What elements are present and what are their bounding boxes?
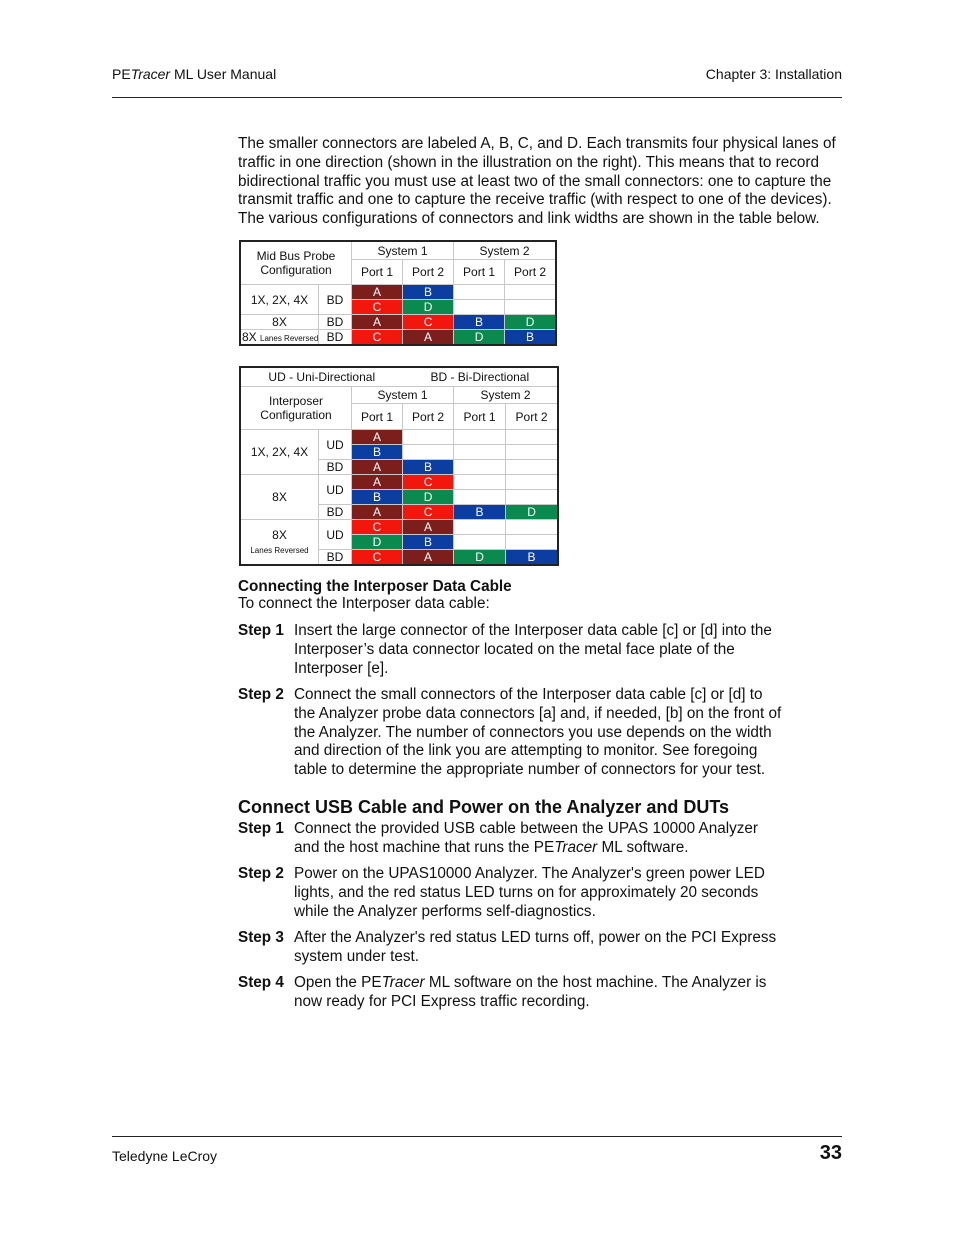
table2-title-line2: Configuration (260, 408, 332, 422)
legend-ud: UD - Uni-Directional (241, 368, 403, 387)
table2-cell (506, 430, 558, 445)
table2-cell: C (403, 475, 454, 490)
step-label: Step 2 (238, 686, 284, 703)
step-text-part: ML software on the host machine. The Analyzer is now ready for PCI Express traffic recording. (294, 974, 767, 1010)
table2-mode-ud: UD (319, 475, 352, 505)
table1-width-1x-2x-4x: 1X, 2X, 4X (241, 285, 319, 315)
table1-system1: System 1 (352, 242, 454, 260)
step-label: Step 3 (238, 929, 284, 946)
table2-cell (403, 445, 454, 460)
table1-cell: C (352, 300, 403, 315)
table2-cell: B (352, 445, 403, 460)
table1-cell: B (454, 315, 505, 330)
table1-cell: A (403, 330, 454, 345)
legend-bd: BD - Bi-Directional (403, 368, 558, 387)
header-suffix: ML User Manual (170, 66, 277, 82)
step-text-part: Open the PE (294, 974, 382, 991)
table2-cell (506, 475, 558, 490)
table1-cell (454, 300, 505, 315)
page-number: 33 (819, 1142, 842, 1164)
table2-cell: C (403, 505, 454, 520)
table2-cell: D (403, 490, 454, 505)
step-text (294, 820, 786, 858)
table1-width-8x: 8X (241, 315, 319, 330)
usb-step-3 (238, 929, 786, 967)
step-label: Step 1 (238, 820, 284, 837)
step-text (294, 974, 786, 1012)
table1-cell (505, 285, 556, 300)
table2-cell: D (506, 505, 558, 520)
table2-cell: A (403, 550, 454, 565)
table1-cell: B (403, 285, 454, 300)
usb-step-4 (238, 974, 786, 1012)
header-italic: Tracer (130, 66, 171, 82)
table2-cell: A (352, 475, 403, 490)
table1-cell: D (454, 330, 505, 345)
table1-mode: BD (319, 285, 352, 315)
table2-cell: C (352, 550, 403, 565)
table2-cell (506, 535, 558, 550)
table1-system2: System 2 (454, 242, 556, 260)
table1-mode: BD (319, 315, 352, 330)
running-header-chapter: Chapter 3: Installation (705, 66, 842, 82)
interposer-step-2 (238, 686, 786, 780)
table2-cell: B (403, 535, 454, 550)
table1-width-8x-reversed (241, 330, 319, 345)
table2-port: Port 2 (403, 404, 454, 430)
footer-company: Teledyne LeCroy (112, 1148, 218, 1164)
table2-8x-label: 8X (272, 528, 287, 542)
step-label: Step 4 (238, 974, 284, 991)
table1-port: Port 1 (352, 260, 403, 285)
table1-cell: D (505, 315, 556, 330)
table2-mode-ud: UD (319, 430, 352, 460)
interposer-step-1 (238, 622, 786, 678)
interposer-cable-lead: To connect the Interposer data cable: (238, 595, 490, 612)
running-header-title (112, 66, 276, 82)
interposer-table (240, 367, 558, 565)
table1-title-cell (241, 242, 352, 285)
table1-cell: A (352, 315, 403, 330)
table1-cell: B (505, 330, 556, 345)
table2-cell (454, 445, 506, 460)
table2-mode-bd: BD (319, 550, 352, 565)
table2-mode-bd: BD (319, 460, 352, 475)
table1-port: Port 1 (454, 260, 505, 285)
table2-cell: A (403, 520, 454, 535)
step-label: Step 1 (238, 622, 284, 639)
table1-cell: D (403, 300, 454, 315)
table2-cell: B (352, 490, 403, 505)
table1-8x-label: 8X (242, 330, 257, 344)
interposer-cable-heading: Connecting the Interposer Data Cable (238, 578, 512, 595)
header-rule (112, 97, 842, 98)
step-text: Connect the small connectors of the Interposer data cable [c] or [d] to the Analyzer probe data connectors [a] and, if needed, [b] on the front of the Analyzer. The number of connectors you use depends on the width and direction of the link you are attempting to monitor. See foregoing table to determine the appropriate number of connectors for your test. (294, 686, 782, 779)
table2-cell (454, 475, 506, 490)
table2-cell: A (352, 430, 403, 445)
table2-cell: B (403, 460, 454, 475)
table2-cell: C (352, 520, 403, 535)
table2-cell (454, 490, 506, 505)
header-prefix: PE (112, 66, 131, 82)
table2-cell (454, 535, 506, 550)
table2-cell (403, 430, 454, 445)
table1-title-line1: Mid Bus Probe (256, 249, 336, 263)
step-text-italic: Tracer (554, 838, 598, 856)
table2-system2: System 2 (454, 387, 558, 404)
table2-cell (506, 520, 558, 535)
step-text-part: ML software. (597, 838, 689, 856)
table2-cell (506, 445, 558, 460)
table1-cell (454, 285, 505, 300)
table2-port: Port 1 (454, 404, 506, 430)
step-text: Insert the large connector of the Interposer data cable [c] or [d] into the Interposer’s data connector located on the metal face plate of the Interposer [e]. (294, 622, 772, 677)
table2-cell (506, 460, 558, 475)
table1-title-line2: Configuration (260, 263, 332, 277)
table2-width-8x-reversed (241, 520, 319, 565)
table1-mode: BD (319, 330, 352, 345)
table2-cell (506, 490, 558, 505)
table1-lanes-reversed-note: Lanes Reversed (260, 334, 319, 343)
step-text: Power on the UPAS10000 Analyzer. The Analyzer's green power LED lights, and the red status LED turns on for approximately 20 seconds while the Analyzer performs self-diagnostics. (294, 865, 765, 920)
table2-mode-ud: UD (319, 520, 352, 550)
table2-cell: A (352, 460, 403, 475)
step-label: Step 2 (238, 865, 284, 882)
usb-step-1 (238, 820, 786, 858)
table2-cell: A (352, 505, 403, 520)
table2-cell (454, 430, 506, 445)
table1-port: Port 2 (403, 260, 454, 285)
table2-cell: B (454, 505, 506, 520)
table1-cell: A (352, 285, 403, 300)
table2-cell (454, 520, 506, 535)
table2-port: Port 1 (352, 404, 403, 430)
usb-power-heading: Connect USB Cable and Power on the Analyzer and DUTs (238, 797, 730, 817)
table1-port: Port 2 (505, 260, 556, 285)
usb-step-2 (238, 865, 786, 921)
table1-cell (505, 300, 556, 315)
table2-port: Port 2 (506, 404, 558, 430)
step-text-part: Connect the provided USB cable between the UPAS 10000 Analyzer and the host machine that runs the PE (294, 820, 759, 856)
table2-cell (454, 460, 506, 475)
table2-width-1x-2x-4x: 1X, 2X, 4X (241, 430, 319, 475)
mid-bus-probe-table (240, 241, 556, 345)
step-text-italic: Tracer (381, 974, 425, 991)
table2-lanes-reversed-note: Lanes Reversed (250, 546, 309, 555)
table2-system1: System 1 (352, 387, 454, 404)
table2-mode-bd: BD (319, 505, 352, 520)
footer-rule (112, 1136, 842, 1137)
table1-cell: C (403, 315, 454, 330)
table2-cell: D (352, 535, 403, 550)
table2-cell: B (506, 550, 558, 565)
table2-cell: D (454, 550, 506, 565)
table1-cell: C (352, 330, 403, 345)
step-text: After the Analyzer's red status LED turns off, power on the PCI Express system under test. (294, 929, 777, 965)
table2-title-cell (241, 387, 352, 430)
table2-width-8x: 8X (241, 475, 319, 520)
intro-paragraph: The smaller connectors are labeled A, B, C, and D. Each transmits four physical lanes of traffic in one direction (shown in the illustration on the right). This means that to record bidirectional traffic you must use at least two of the small connectors: one to capture the transmit traffic and one to capture the receive traffic (with respect to one of the devices). The various configurations of connectors and link widths are shown in the table below. (238, 135, 836, 228)
table2-title-line1: Interposer (268, 394, 324, 408)
